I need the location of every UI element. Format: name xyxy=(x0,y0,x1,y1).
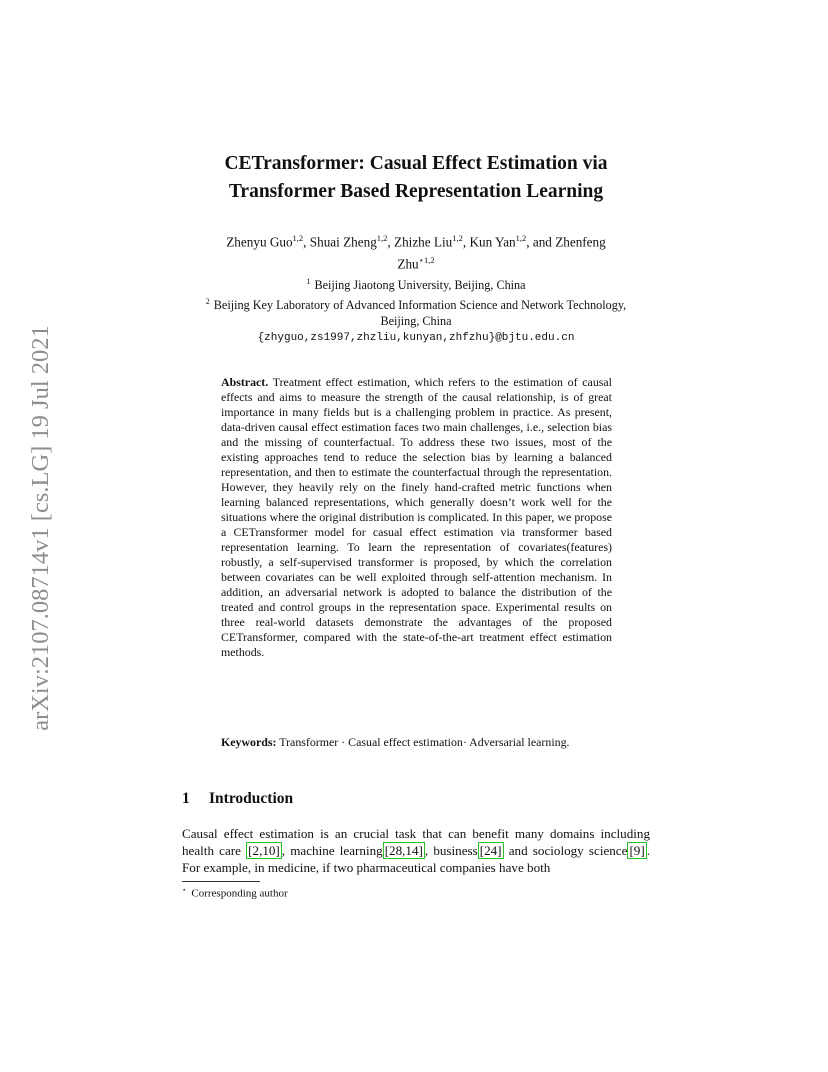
citation-link[interactable]: [9] xyxy=(629,843,645,858)
author-name: Kun Yan xyxy=(469,234,516,250)
paragraph-text: Causal effect estimation is an crucial task that can benefit many domains including health care xyxy=(182,826,650,858)
section-number: 1 xyxy=(182,790,190,807)
keywords-text: Transformer · Casual effect estimation· Adversarial learning. xyxy=(279,735,570,749)
author-name: Zhu xyxy=(397,256,419,272)
paragraph-text: . For example, in medicine, if two pharmaceutical companies have both xyxy=(182,843,650,875)
footnote-text: Corresponding author xyxy=(191,887,288,900)
footnote-divider xyxy=(182,881,260,882)
paragraph-text: , business xyxy=(424,843,478,858)
author-affiliation-mark: 1,2 xyxy=(292,233,304,243)
footnote xyxy=(182,886,288,900)
section-heading xyxy=(182,790,293,808)
citation-link[interactable]: [28,14] xyxy=(384,843,423,858)
paper-title xyxy=(150,150,682,206)
affiliation-1 xyxy=(160,274,672,294)
author-affiliation-mark: 1,2 xyxy=(376,233,388,243)
abstract-text: Treatment effect estimation, which refers to the estimation of causal effects and aims to measure the strength of the causal relationship, is of great importance in many fields but is a challenging problem in practice. As present, data-driven causal effect estimation faces two main challenges, i.e., selection bias and the missing of counterfactual. To address these two issues, most of the existing approaches tend to reduce the selection bias by learning a balanced representation, and then to estimate the counterfactual through the representation. However, they heavily rely on the finely hand-crafted metric functions when learning balanced representations, which generally doesn’t work well for the situations where the original distribution is complicated. In this paper, we propose a CETransformer model for casual effect estimation via transformer based representation learning. To learn the representation of covariates(features) robustly, a self-supervised transformer is proposed, by which the correlation between covariates can be well exploited through self-attention mechanism. In addition, an adversarial network is adopted to balance the distribution of the treated and control groups in the representation space. Experimental results on three real-world datasets demonstrate the advantages of the proposed CETransformer, compared with the state-of-the-art treatment effect estimation methods. xyxy=(221,375,612,659)
title-line-2: Transformer Based Representation Learning xyxy=(228,181,604,202)
abstract xyxy=(221,375,612,660)
keywords-label: Keywords: xyxy=(221,735,277,749)
keywords xyxy=(221,735,612,750)
author-affiliation-mark: 1,2 xyxy=(515,233,527,243)
section-title: Introduction xyxy=(209,790,294,807)
author-emails: {zhyguo,zs1997,zhzliu,kunyan,zhfzhu}@bjtu.edu.cn xyxy=(257,331,575,344)
affiliation-text: Beijing Jiaotong University, Beijing, China xyxy=(314,278,526,293)
paragraph-text: and sociology science xyxy=(503,843,628,858)
author-name: Shuai Zheng xyxy=(309,234,377,250)
title-line-1: CETransformer: Casual Effect Estimation via xyxy=(224,153,608,174)
affiliations xyxy=(160,274,672,346)
author-affiliation-mark: 1,2 xyxy=(452,233,463,243)
paragraph-text: , machine learning xyxy=(281,843,383,858)
affiliation-mark: 2 xyxy=(205,296,210,306)
author-affiliation-mark: ⋆1,2 xyxy=(418,255,435,266)
citation-link[interactable]: [24] xyxy=(479,843,502,858)
author-list: Zhenyu Guo$^{1,2}$, Shuai Zheng$^{1,2}$, Zhizhe Liu$^{1,2}$, Kun Yan$^{1,2}$, and Zhenfeng Zhu$^{⋆1,2}$ xyxy=(226,233,606,272)
author-connector: and Zhenfeng xyxy=(532,234,606,250)
arxiv-identifier-stamp: arXiv:2107.08714v1 [cs.LG] 19 Jul 2021 xyxy=(27,325,54,731)
affiliation-mark: 1 xyxy=(306,277,311,286)
author-name: Zhizhe Liu xyxy=(394,234,453,250)
affiliation-2-city: Beijing, China xyxy=(380,314,452,329)
affiliation-2 xyxy=(160,294,672,314)
introduction-paragraph xyxy=(182,825,650,876)
author-name: Zhenyu Guo xyxy=(226,234,293,250)
abstract-label: Abstract. xyxy=(221,375,269,389)
citation-link[interactable]: [2,10] xyxy=(248,843,280,858)
affiliation-text: Beijing Key Laboratory of Advanced Information Science and Network Technology, xyxy=(213,297,627,312)
footnote-mark: ⋆ xyxy=(182,886,187,894)
